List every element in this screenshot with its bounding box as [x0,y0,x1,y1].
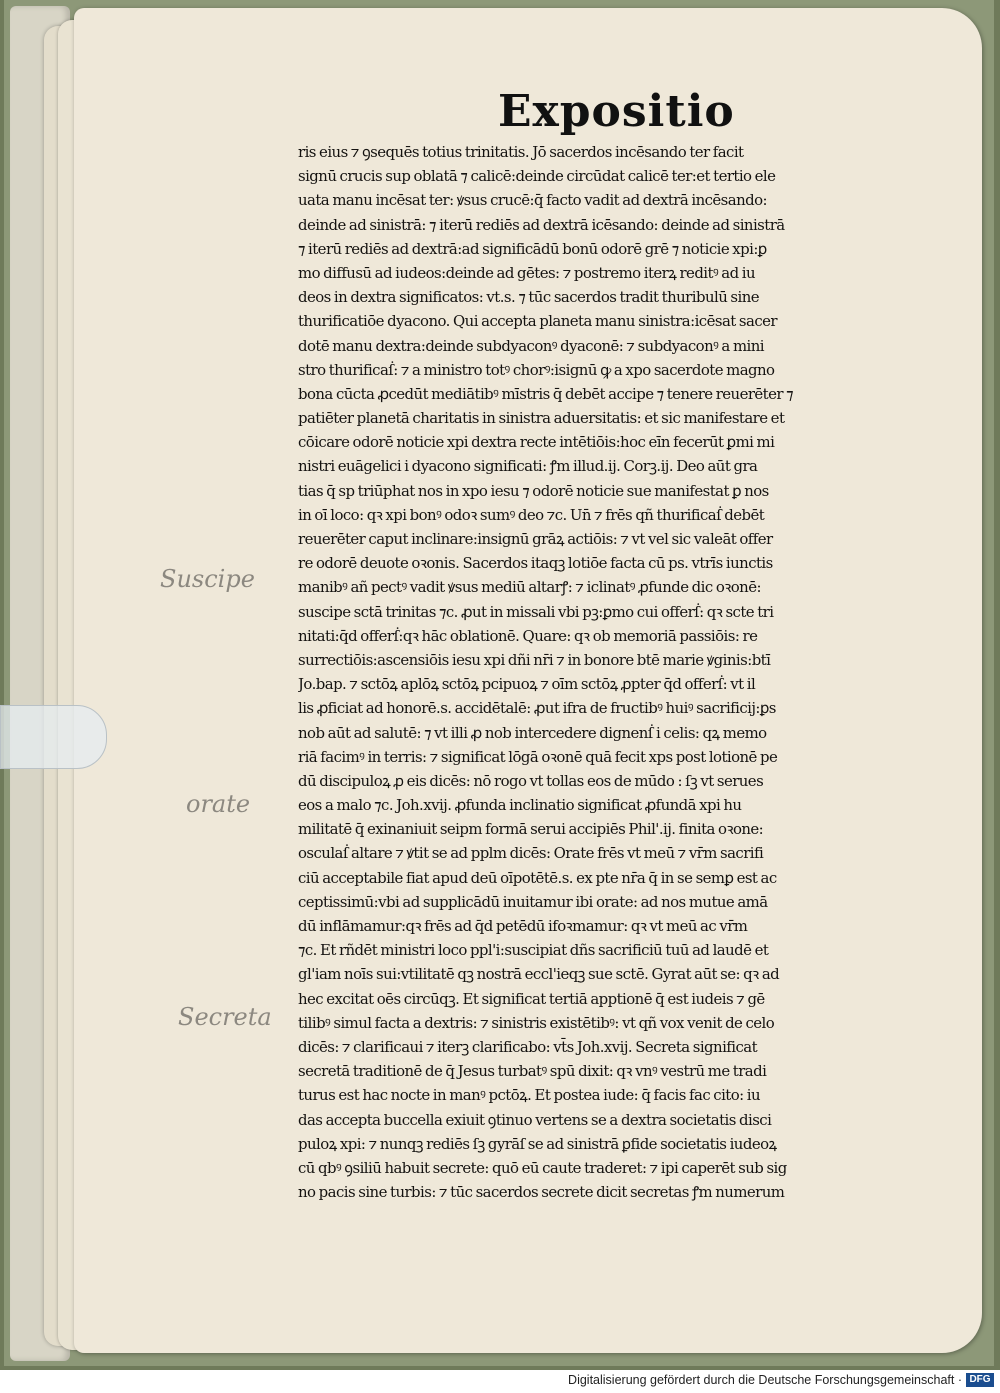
text-line: nitati:q̄d offerẛ:qꝛ hāc oblationē. Quare: qꝛ ob memoriā passiōis: re [298,626,758,645]
text-line: ciū acceptabile fiat apud deū oīpotētē.s. ex pte nr̄a q̄ in se semꝑ est ac [298,868,777,887]
text-line: ⁊ iterū rediēs ad dextrā:ad significādū bonū odorē grē ⁊ noticie xpi:ꝑ [298,239,767,258]
text-line: uata manu incēsat ter: ꝟsus crucē:q̄ facto vadit ad dextrā incēsando: [298,191,767,210]
text-line: signū crucis sup oblatā ⁊ calicē:deinde circūdat calicē ter:et tertio ele [298,167,776,186]
text-line: ris eius ⁊ ꝯsequēs totius trinitatis. Jō sacerdos incēsando ter facit [298,143,744,161]
text-line: dicēs: ⁊ clarificaui ⁊ iterꝫ clarificabo: vt̄s Joh.xvij. Secreta significat [298,1037,758,1056]
text-line: turus est hac nocte in manꝰ pctōꝝ. Et postea iude: q̄ facis fac cito: iu [298,1086,761,1105]
text-line: cū qbꝰ ꝯsiliū habuit secrete: quō eū caute traderet: ⁊ ipi caperēt sub sig [298,1158,787,1177]
text-line: ceptissimū:vbi ad supplicādū inuitamur ibi orate: ad nos mutue amā [298,892,768,911]
text-line: ⁊c. Et rñdēt ministri loco ppl'i:suscipiat dñs sacrificiū tuū ad laudē et [298,941,769,960]
text-line: cōicare odorē noticie xpi dextra recte intētiōis:hoc eīn fecerūt ꝑmi mi [298,433,775,452]
text-line: nistri euāgelici i dyacono significati: ꝭm illud.ij. Corꝫ.ij. Deo aūt gra [298,457,758,476]
text-line: lis ꝓficiat ad honorē.s. accidētalē: ꝓut ifra de fructibꝰ huiꝰ sacrificij:ꝑs [298,699,776,718]
text-line: deos in dextra significatos: vt.s. ⁊ tūc sacerdos tradit thuribulū sine [298,288,760,307]
text-line: tilibꝰ simul facta a dextris: ⁊ sinistris existētibꝰ: vt qñ vox venit de celo [298,1013,775,1032]
text-line: in oī loco: qꝛ xpi bonꝰ odoꝛ sumꝰ deo ⁊c. Un̄ ⁊ frēs qñ thurificaẛ debēt [298,505,765,524]
text-line: surrectiōis:ascensiōis iesu xpi dñi nr̄i ⁊ in bonore btē marie ꝟginis:btī [298,650,771,669]
text-line: no pacis sine turbis: ⁊ tūc sacerdos secrete dicit secretas ꝭm numerum [298,1183,785,1202]
text-line: thurificatiōe dyacono. Qui accepta planeta manu sinistra:icēsat sacer [298,312,777,331]
text-line: militatē q̄ exinaniuit seipm formā serui accipiēs Phil'.ij. finita oꝛone: [298,820,764,839]
text-line: dotē manu dextra:deinde subdyaconꝰ dyaconē: ⁊ subdyaconꝰ a mini [298,336,764,355]
text-line: secretā traditionē de q̄ Jesus turbatꝰ spū dixit: qꝛ vnꝰ vestrū me tradi [298,1062,767,1081]
page-title: Expositio [498,86,735,137]
text-line: stro thurificaẛ: ⁊ a ministro totꝰ chorꝰ:isignū ꝙ a xpo sacerdote magno [298,360,775,379]
margin-note-suscipe: Suscipe [160,565,255,593]
text-line: gl'iam noīs sui:vtilitatē qꝫ nostrā eccl'ieqꝫ sue sctē. Gyrat aūt se: qꝛ ad [298,965,780,984]
text-line: manibꝰ añ pectꝰ vadit ꝟsus mediū altarꝭ: ⁊ iclinatꝰ ꝓfunde dic oꝛonē: [298,578,761,597]
margin-note-secreta: Secreta [178,1003,272,1031]
text-line: deinde ad sinistrā: ⁊ iterū rediēs ad dextrā icēsando: deinde ad sinistrā [298,215,785,234]
text-line: das accepta buccella exiuit ꝯtinuo vertens se a dextra societatis disci [298,1110,772,1129]
page-holder-clip [0,705,107,769]
text-line: hec excitat oēs circūqꝫ. Et significat tertiā apptionē q̄ est iudeis ⁊ gē [298,989,765,1008]
text-line: riā facimꝰ in terris: ⁊ significat lōgā oꝛonē quā fecit xps post lotionē pe [298,747,778,766]
text-line: Jo.bap. ⁊ sctōꝝ aplōꝝ sctōꝝ pcipuoꝝ ⁊ oīm sctōꝝ ꝓpter q̄d offerẛ: vt il [298,675,756,694]
text-line: tias q̄ sp triūphat nos in xpo iesu ⁊ odorē noticie sue manifestat ꝑ nos [298,481,769,500]
text-line: patiēter planetā charitatis in sinistra aduersitatis: et sic manifestare et [298,409,785,428]
text-line: osculaẛ altare ⁊ ꝟtit se ad pplm dicēs: Orate frēs vt meū ⁊ vr̄m sacrifi [298,844,764,863]
text-line: mo diffusū ad iudeos:deinde ad gētes: ⁊ postremo iterꝝ reditꝰ ad iu [298,263,756,282]
text-line: dū discipuloꝝ ꝓ eis dicēs: nō rogo vt tollas eos de mūdo : ſꝫ vt serues [298,771,764,790]
text-line: eos a malo ⁊c. Joh.xvij. ꝓfunda inclinatio significat ꝓfundā xpi hu [298,796,742,815]
dfg-logo: DFG [966,1373,994,1387]
text-line: suscipe sctā trinitas ⁊c. ꝓut in missali vbi pꝫ:ꝑmo cui offerẛ: qꝛ scte tri [298,602,774,621]
text-line: nob aūt ad salutē: ⁊ vt illi ꝓ nob intercedere dignenẛ i celis: qꝝ memo [298,723,767,742]
text-line: puloꝝ xpi: ⁊ nunqꝫ rediēs ſꝫ gyrāſ se ad sinistrā ꝑfide societatis iudeoꝝ [298,1134,777,1153]
text-line: reuerēter caput inclinare:insignū grāꝝ actiōis: ⁊ vt vel sic valeāt offer [298,530,773,548]
footer-credit: Digitalisierung gefördert durch die Deutsche Forschungsgemeinschaft · [568,1373,962,1387]
margin-note-orate: orate [186,790,251,818]
text-line: re odorē deuote oꝛonis. Sacerdos itaqꝫ lotiōe facta cū ps. vtrīs iunctis [298,554,773,573]
text-line: dū inflāmamur:qꝛ frēs ad q̄d petēdū ifoꝛmamur: qꝛ vt meū ac vr̄m [298,917,748,935]
text-block [298,140,946,1204]
text-line: bona cūcta ꝓcedūt mediātibꝰ mīstris q̄ debēt accipe ⁊ tenere reuerēter ⁊ [298,384,793,403]
